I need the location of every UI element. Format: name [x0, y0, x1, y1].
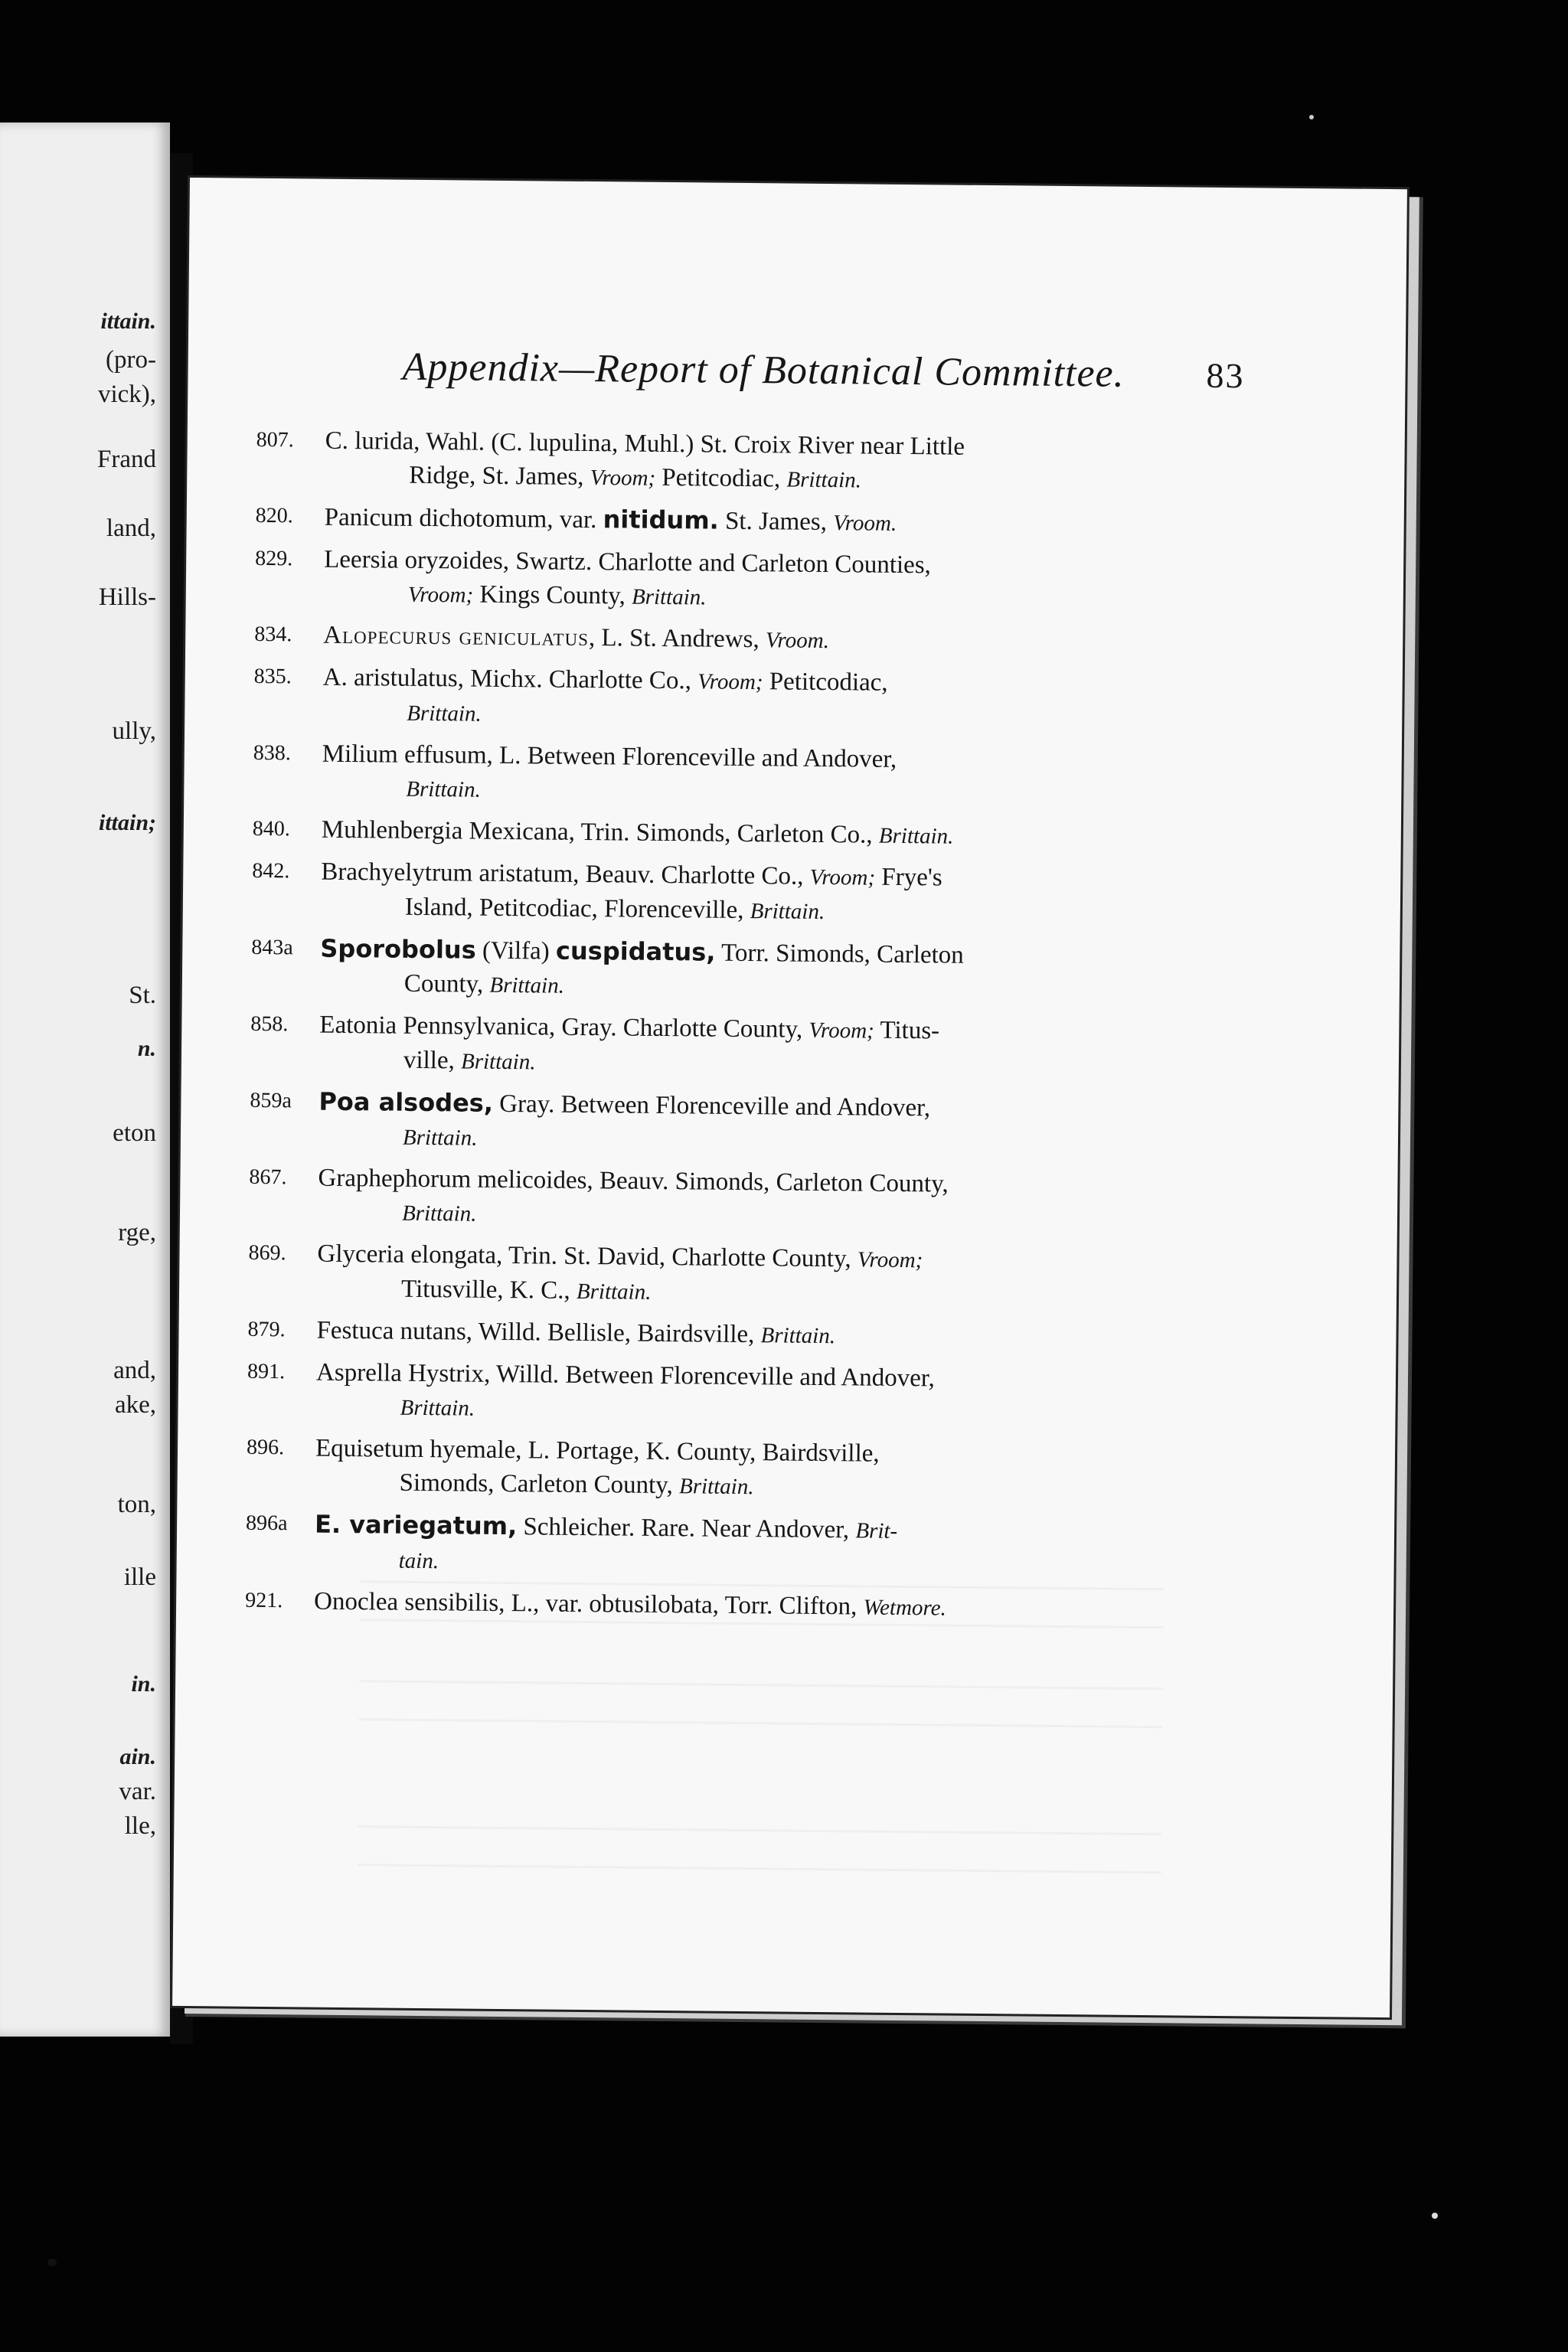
left-page-text-fragment: lle,	[124, 1812, 156, 1840]
species-entry	[253, 737, 1325, 815]
entry-number: 896a	[245, 1511, 288, 1536]
collector-name: Brittain.	[402, 1125, 478, 1151]
collector-name: tain.	[398, 1548, 439, 1574]
species-entry	[255, 542, 1328, 620]
collector-name: Brittain.	[406, 776, 481, 802]
entry-text: Onoclea sensibilis, L., var. obtusilobata, Torr. Clifton,	[313, 1587, 864, 1621]
entry-text: Kings County,	[472, 580, 632, 610]
entry-text: Leersia oryzoides, Swartz. Charlotte and Carleton Counties,	[324, 545, 932, 580]
collector-name: Brittain.	[400, 1395, 475, 1421]
left-page-text-fragment: var.	[119, 1778, 156, 1805]
entry-number: 840.	[252, 816, 290, 841]
entry-text: Brachyelytrum aristatum, Beauv. Charlotte Co.,	[321, 858, 810, 890]
bold-taxon-name: cuspidatus,	[555, 936, 716, 967]
entry-text: Panicum dichotomum, var.	[324, 503, 603, 534]
species-entry	[252, 854, 1325, 933]
dust-speck	[1309, 115, 1314, 119]
entry-number: 807.	[256, 427, 294, 452]
species-entry	[247, 1355, 1319, 1433]
species-entry	[250, 1008, 1323, 1086]
entry-text: , L. St. Andrews,	[588, 624, 766, 654]
entry-text: Frye's	[874, 863, 942, 892]
entry-number: 869.	[248, 1240, 286, 1266]
left-page-text-fragment: ton,	[117, 1491, 156, 1518]
left-page-text-fragment: ittain.	[100, 309, 156, 334]
collector-name: Brittain.	[576, 1279, 652, 1305]
entry-text: A. aristulatus, Michx. Charlotte Co.,	[322, 663, 698, 695]
collector-name: Brittain.	[878, 823, 954, 849]
species-entry	[256, 423, 1328, 501]
left-page-text-fragment: vick),	[97, 381, 156, 408]
collector-name: Brittain.	[407, 701, 482, 727]
entry-text: Ridge, St. James,	[409, 461, 590, 492]
entry-line	[323, 619, 1326, 663]
left-page-text-fragment: Frand	[97, 446, 156, 473]
species-entry	[256, 499, 1328, 544]
bold-taxon-name: nitidum.	[603, 505, 719, 535]
show-through-line	[359, 1680, 1163, 1690]
entry-number: 838.	[253, 740, 291, 766]
entry-text: Island, Petitcodiac, Florenceville,	[404, 893, 750, 925]
entry-number: 879.	[247, 1317, 286, 1342]
running-title: Appendix—Report of Botanical Committee.	[402, 345, 1125, 396]
entry-text: St. James,	[718, 507, 834, 537]
entry-line	[325, 500, 1328, 545]
entry-number: 820.	[255, 503, 293, 528]
entry-text: Milium effusum, L. Between Florenceville and Andover,	[322, 740, 897, 773]
entry-text: Schleicher. Rare. Near Andover,	[517, 1513, 856, 1544]
dust-speck	[1432, 2213, 1438, 2219]
entry-line	[314, 1585, 1317, 1629]
entry-number: 858.	[250, 1011, 289, 1037]
species-entry	[249, 1161, 1321, 1239]
collector-name: Vroom.	[765, 628, 830, 654]
entry-number: 835.	[253, 664, 292, 689]
bold-taxon-name: Sporobolus	[320, 933, 476, 965]
left-page-text-fragment: and,	[113, 1357, 156, 1384]
show-through-line	[358, 1825, 1161, 1835]
entry-number: 896.	[246, 1435, 285, 1460]
collector-name: Vroom;	[808, 1018, 874, 1044]
left-page-text-fragment: eton	[113, 1119, 156, 1147]
entry-text: Glyceria elongata, Trin. St. David, Charlotte County,	[317, 1240, 858, 1273]
entry-text: Petitcodiac,	[655, 463, 787, 493]
left-page-text-fragment: Hills-	[98, 583, 156, 611]
collector-name: Vroom;	[407, 582, 474, 608]
entry-number: 842.	[252, 858, 290, 884]
small-caps-taxon: Alopecurus geniculatus	[323, 621, 590, 652]
entry-number: 867.	[249, 1165, 287, 1190]
entry-text: Graphephorum melicoides, Beauv. Simonds, Carleton County,	[318, 1164, 949, 1198]
species-entry	[245, 1507, 1318, 1586]
book-page	[172, 178, 1407, 2017]
entry-number: 843a	[251, 935, 293, 960]
species-entry	[254, 618, 1326, 662]
show-through-line	[358, 1864, 1161, 1873]
left-page-text-fragment: ake,	[114, 1391, 156, 1419]
entry-text: Petitcodiac,	[763, 668, 888, 697]
entry-text: Equisetum hyemale, L. Portage, K. County, Bairdsville,	[315, 1434, 880, 1468]
bold-taxon-name: Poa alsodes,	[318, 1086, 494, 1118]
entry-number: 859a	[250, 1088, 292, 1113]
collector-name: Vroom;	[590, 466, 656, 491]
entry-number: 891.	[247, 1359, 286, 1384]
left-page-text-fragment: (pro-	[106, 346, 156, 374]
collector-name: Brittain.	[678, 1474, 754, 1500]
species-entry	[248, 1236, 1321, 1315]
left-page-text-fragment: rge,	[118, 1219, 156, 1246]
entry-text: (Vilfa)	[475, 936, 557, 965]
collector-name: Vroom.	[833, 511, 897, 536]
entry-number: 921.	[245, 1588, 283, 1613]
collector-name: Brit-	[855, 1518, 898, 1544]
species-entry	[250, 1084, 1322, 1163]
left-page-text-fragment: St.	[129, 982, 156, 1009]
species-entry	[253, 812, 1325, 857]
species-entry	[245, 1584, 1317, 1628]
collector-name: Brittain.	[401, 1200, 477, 1227]
left-page-text-fragment: ittain;	[98, 810, 156, 835]
dust-speck	[47, 2259, 57, 2266]
entry-text: Torr. Simonds, Carleton	[715, 939, 964, 969]
species-entry	[253, 660, 1326, 739]
collector-name: Brittain.	[760, 1323, 836, 1349]
collector-name: Vroom;	[857, 1247, 923, 1273]
collector-name: Brittain.	[786, 467, 862, 493]
left-page-text-fragment: land,	[106, 514, 156, 542]
entry-text: C. lurida, Wahl. (C. lupulina, Muhl.) St. Croix River near Little	[325, 426, 965, 461]
entry-text: Festuca nutans, Willd. Bellisle, Bairdsville,	[316, 1316, 761, 1349]
page-number: 83	[1206, 355, 1245, 396]
page-header	[402, 345, 1245, 407]
entry-text: Gray. Between Florenceville and Andover,	[492, 1089, 931, 1122]
show-through-line	[359, 1718, 1163, 1728]
entry-text: Eatonia Pennsylvanica, Gray. Charlotte County,	[319, 1011, 809, 1044]
species-list	[245, 423, 1328, 1636]
entry-text: Titusville, K. C.,	[400, 1275, 577, 1305]
species-entry	[251, 931, 1324, 1010]
entry-line	[316, 1314, 1319, 1358]
left-page-text-fragment: in.	[131, 1671, 156, 1697]
entry-text: Muhlenbergia Mexicana, Trin. Simonds, Carleton Co.,	[321, 815, 880, 849]
entry-number: 834.	[254, 622, 292, 647]
left-page-text-fragment: n.	[137, 1036, 156, 1061]
entry-number: 829.	[255, 546, 293, 571]
collector-name: Brittain.	[460, 1049, 536, 1075]
left-page-text-fragment: ille	[123, 1563, 156, 1591]
collector-name: Vroom;	[697, 669, 763, 695]
entry-text: Simonds, Carleton County,	[399, 1468, 680, 1500]
collector-name: Brittain.	[489, 972, 565, 998]
species-entry	[246, 1431, 1318, 1509]
species-entry	[247, 1313, 1319, 1357]
left-page-text-fragment: ain.	[119, 1744, 156, 1769]
collector-name: Wetmore.	[863, 1595, 946, 1621]
left-facing-page	[0, 122, 170, 2037]
collector-name: Brittain.	[750, 899, 825, 925]
entry-text: County,	[403, 969, 490, 998]
entry-text: Titus-	[874, 1016, 940, 1045]
entry-text: ville,	[403, 1046, 462, 1075]
bold-taxon-name: E. variegatum,	[314, 1509, 518, 1541]
entry-text: Asprella Hystrix, Willd. Between Florenceville and Andover,	[315, 1358, 935, 1393]
collector-name: Brittain.	[631, 584, 707, 610]
entry-line	[322, 813, 1325, 858]
collector-name: Vroom;	[809, 864, 876, 890]
left-page-text-fragment: ully,	[112, 717, 156, 745]
